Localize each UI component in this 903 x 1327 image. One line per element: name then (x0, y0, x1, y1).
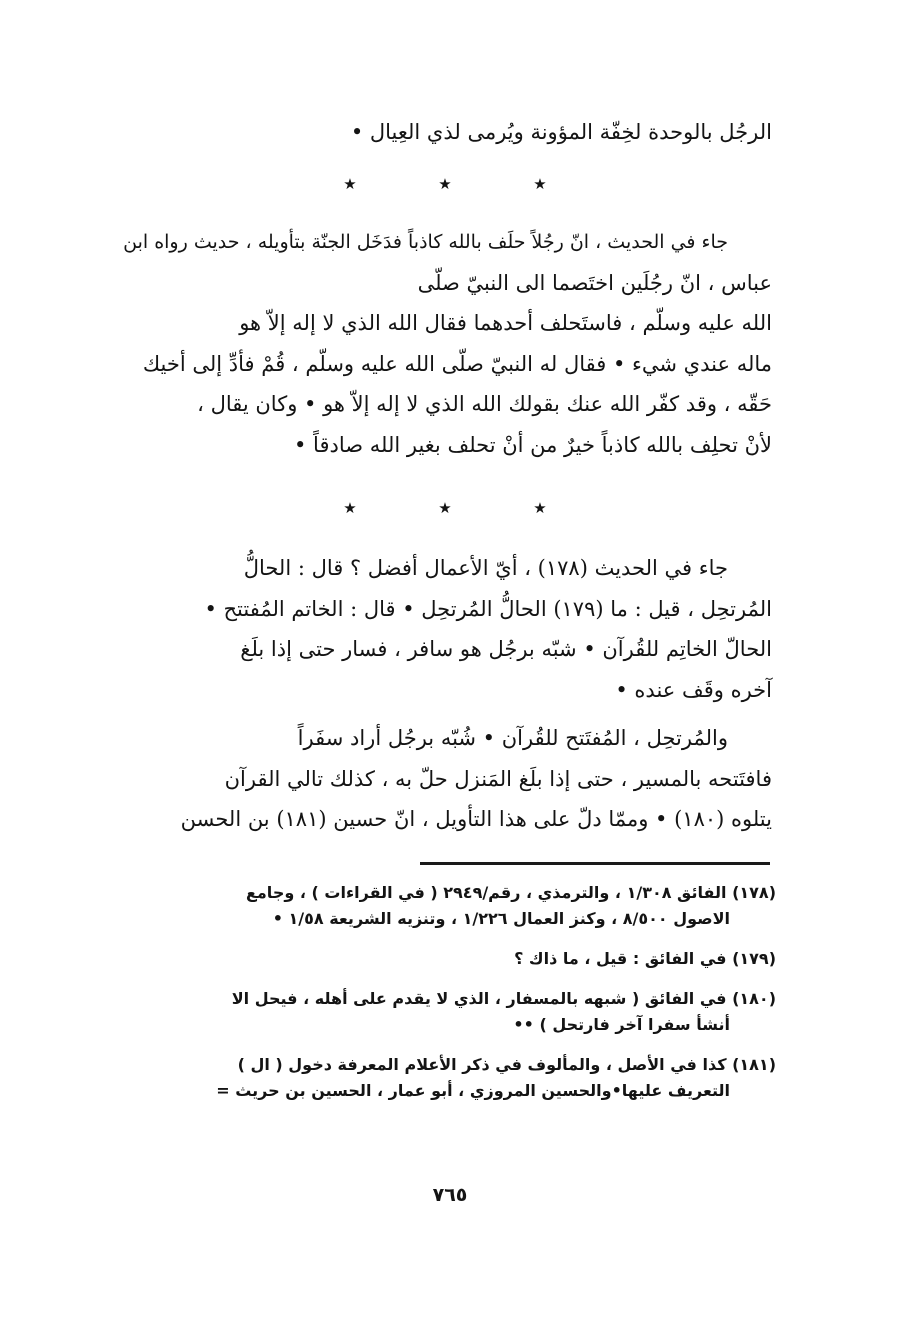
paragraph-1 (112, 112, 772, 153)
paragraph-4 (112, 718, 772, 840)
footnote-line: (١٨١) كذا في الأصل ، والمألوف في ذكر الأعلام المعرفة دخول ( ال ) (237, 1055, 776, 1074)
star-icon: ★ (533, 499, 547, 517)
footnote-178 (116, 880, 776, 932)
star-icon: ★ (533, 175, 547, 193)
text-line: فافتَتحه بالمسير ، حتى إذا بلَغ المَنزل حلّ به ، كذلك تالي القرآن (224, 766, 772, 791)
footnote-180 (116, 986, 776, 1038)
text-line: لأنْ تحلِف بالله كاذباً خيرٌ من أنْ تحلف بغير الله صادقاً • (294, 432, 772, 457)
star-separator (340, 498, 550, 518)
footnote-line: أنشأ سفرا آخر فارتحل ) •• (513, 1015, 730, 1034)
star-separator (340, 174, 550, 194)
page-number: ٧٦٥ (432, 1184, 468, 1206)
paragraph-3 (112, 548, 772, 710)
text-line: الرجُل بالوحدة لخِفّة المؤونة ويُرمى لذي العِيال • (350, 120, 772, 144)
text-line: المُرتحِل ، قيل : ما (١٧٩) الحالُّ المُرتحِل • قال : الخاتم المُفتتح • (204, 596, 772, 621)
footnote-line: الاصول ٨/٥٠٠ ، وكنز العمال ١/٢٢٦ ، وتنزيه الشريعة ١/٥٨ • (272, 909, 730, 928)
star-icon: ★ (343, 499, 357, 517)
text-line: حَقّه ، وقد كفّر الله عنك بقولك الله الذي لا إله إلاّ هو • وكان يقال ، (197, 392, 772, 416)
text-line: الحالّ الخاتِم للقُرآن • شبّه برجُل هو سافر ، فسار حتى إذا بلَغ (240, 637, 772, 661)
text-line: والمُرتحِل ، المُفتَتح للقُرآن • شُبّه برجُل أراد سفَراً (297, 726, 728, 750)
text-line: الله عليه وسلّم ، فاستَحلف أحدهما فقال الله الذي لا إله إلاّ هو (239, 311, 772, 335)
star-icon: ★ (438, 499, 452, 517)
footnote-line: التعريف عليها•والحسين المروزي ، أبو عمار ، الحسين بن حريث = (216, 1081, 730, 1100)
star-icon: ★ (438, 175, 452, 193)
footnote-181 (116, 1052, 776, 1104)
footnote-179 (116, 946, 776, 972)
text-line: جاء في الحديث ، انّ رجُلاً حلَف بالله كاذباً فدَخَل الجنّة بتأويله ، حديث رواه ابن (123, 231, 728, 253)
text-line: جاء في الحديث (١٧٨) ، أيّ الأعمال أفضل ؟ قال : الحالُّ (243, 556, 728, 580)
footnote-line: (١٧٨) الفائق ١/٣٠٨ ، والترمذي ، رقم/٢٩٤٩ ( في القراءات ) ، وجامع (245, 883, 776, 902)
text-line: عباس ، انّ رجُلَين اختَصما الى النبيّ صلّى (417, 270, 772, 295)
star-icon: ★ (343, 175, 357, 193)
footnote-line: (١٧٩) في الفائق : قيل ، ما ذاك ؟ (514, 949, 776, 968)
text-line: ماله عندي شيء • فقال له النبيّ صلّى الله عليه وسلّم ، قُمْ فأدِّ إلى أخيك (142, 351, 772, 376)
paragraph-2 (112, 222, 772, 465)
footnote-line: (١٨٠) في الفائق ( شبهه بالمسفار ، الذي لا يقدم على أهله ، فيحل الا (231, 989, 776, 1008)
footnotes (116, 880, 776, 1118)
text-line: يتلوه (١٨٠) • وممّا دلّ على هذا التأويل ، انّ حسين (١٨١) بن الحسن (180, 807, 772, 831)
footnote-divider (420, 862, 770, 865)
text-line: آخره وقَف عنده • (615, 677, 772, 702)
